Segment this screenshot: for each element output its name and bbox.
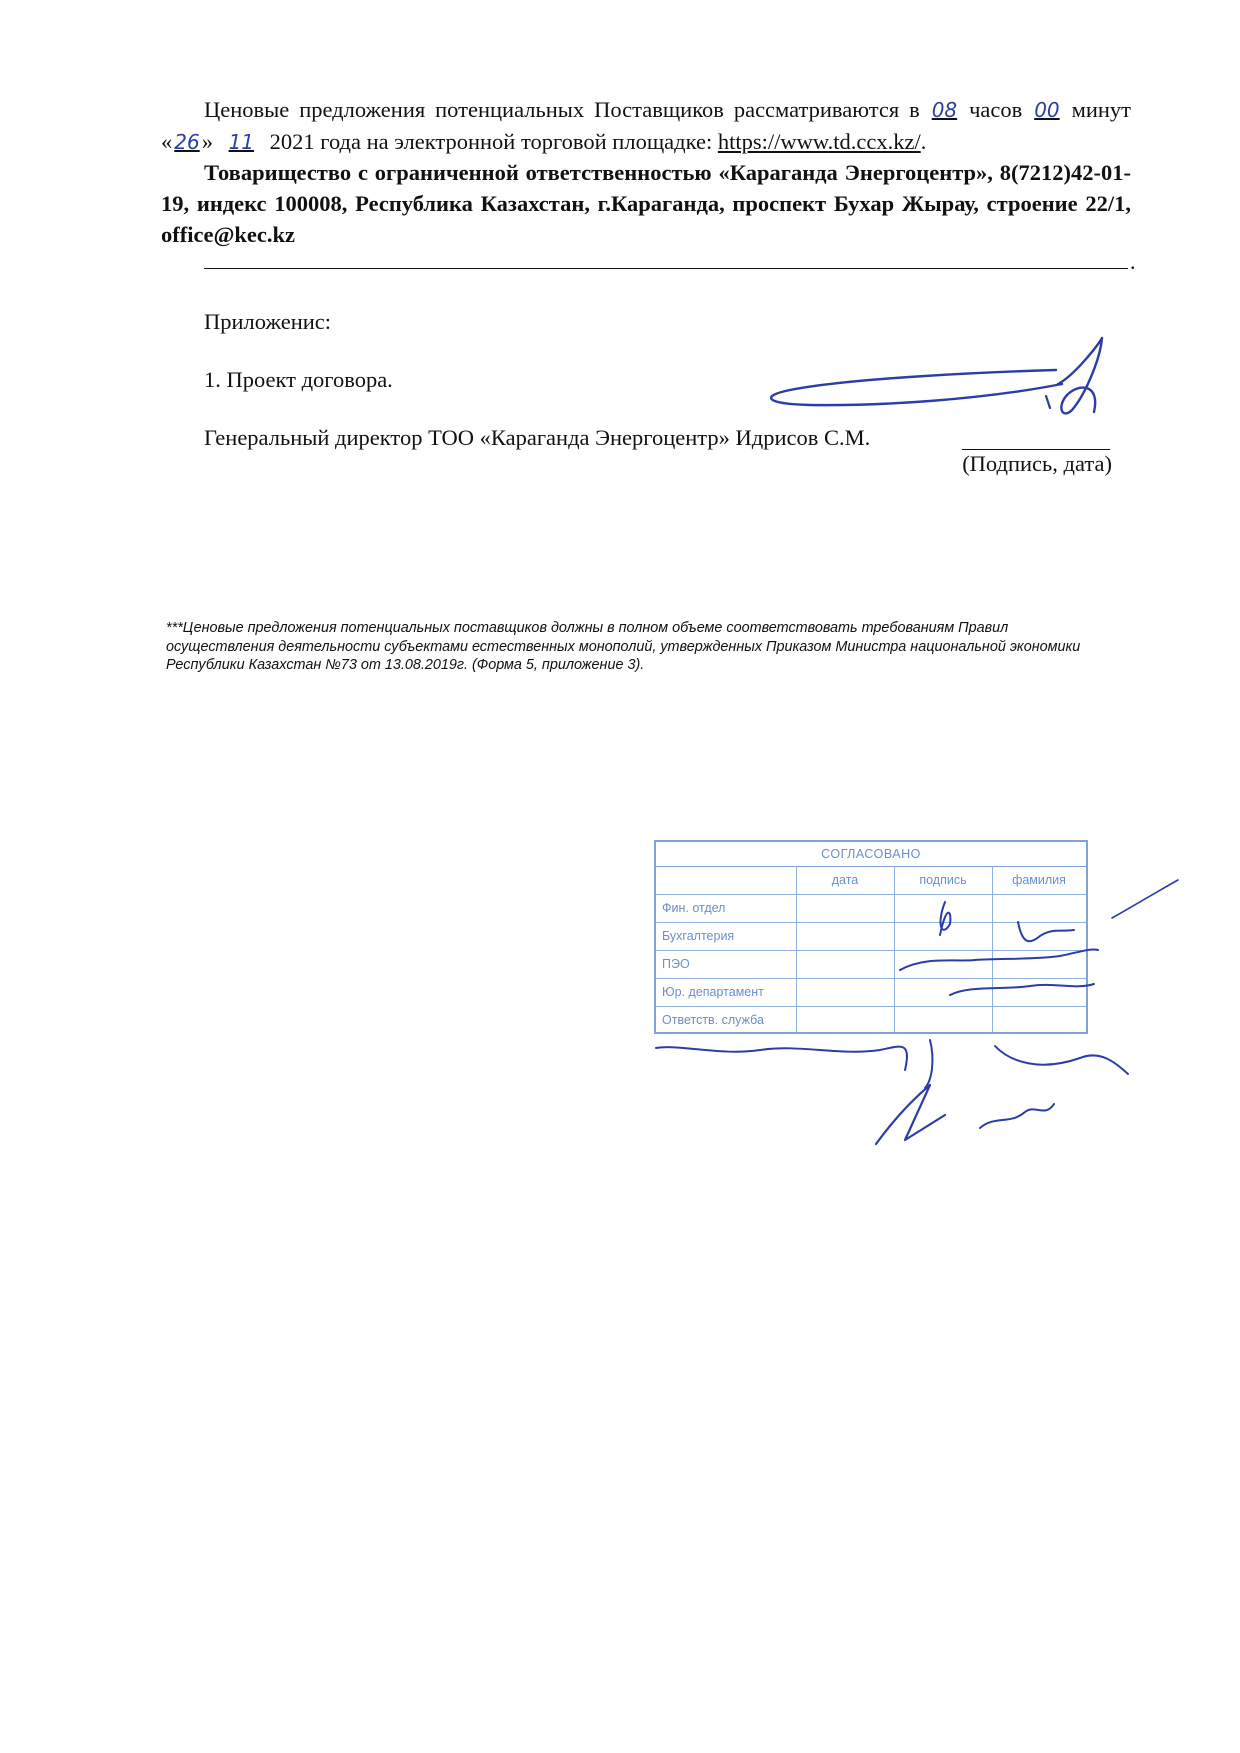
stamp-column-divider xyxy=(992,866,993,1032)
trading-platform-link[interactable]: https://www.td.ccx.kz/ xyxy=(717,129,921,154)
appendix-item: 1. Проект договора. xyxy=(204,367,393,392)
paragraph-text: Ценовые предложения потенциальных Поставщиков рассматриваются в xyxy=(204,97,920,122)
handwritten-month: 11 xyxy=(228,130,255,154)
handwritten-minute: 00 xyxy=(1034,98,1060,122)
paragraph-text: 2021 года на электронной торговой площадке: xyxy=(269,129,713,154)
stamp-row xyxy=(656,894,1086,923)
fill-in-rule xyxy=(204,268,1128,269)
stamp-row-label: Бухгалтерия xyxy=(662,929,735,943)
price-offers-paragraph xyxy=(161,94,1131,158)
paragraph-text: минут « xyxy=(161,97,1131,154)
handwritten-day: 26 xyxy=(174,130,200,154)
stamp-column-divider xyxy=(894,866,895,1032)
director-signature xyxy=(771,338,1102,413)
appendix-label: Приложенис: xyxy=(204,309,332,334)
stamp-column-header: подпись xyxy=(919,873,967,887)
stamp-row-label: Юр. департамент xyxy=(662,985,764,999)
handwritten-hour: 08 xyxy=(931,98,958,122)
stamp-column-header: дата xyxy=(831,873,859,887)
stamp-row xyxy=(656,950,1086,979)
stamp-row-label: Ответств. служба xyxy=(662,1013,764,1027)
stamp-row-label: ПЭО xyxy=(662,957,690,971)
stamp-row-label: Фин. отдел xyxy=(662,901,726,915)
stamp-table xyxy=(656,866,1086,1032)
signature-caption: (Подпись, дата) xyxy=(962,451,1112,476)
stamp-header-row xyxy=(656,866,1086,895)
stamp-row xyxy=(656,1006,1086,1034)
paragraph-text: . xyxy=(920,129,927,154)
stamp-row xyxy=(656,922,1086,951)
stamp-row xyxy=(656,978,1086,1007)
stamp-column-divider xyxy=(796,866,797,1032)
director-line: Генеральный директор ТОО «Караганда Энергоцентр» Идрисов С.М. xyxy=(204,425,871,450)
organizer-details: Товарищество с ограниченной ответственностью «Караганда Энергоцентр», 8(7212)42-01-19, индекс 100008, Республика Казахстан, г.Караганда, проспект Бухар Жырау, строение 22/1, office@kec.kz xyxy=(161,160,1131,247)
rule-end-dot: . xyxy=(1130,249,1136,274)
paragraph-text: » xyxy=(201,129,213,154)
approval-stamp xyxy=(654,840,1088,1034)
paragraph-text: часов xyxy=(969,97,1023,122)
stamp-title: СОГЛАСОВАНО xyxy=(656,842,1086,867)
footnote: ***Ценовые предложения потенциальных поставщиков должны в полном объеме соответствовать требованиям Правил осуществления деятельности субъектами естественных монополий, утвержденных Приказом Министра национальной экономики Республики Казахстан №73 от 13.08.2019г. (Форма 5, приложение 3). xyxy=(166,620,1081,673)
stamp-column-header: фамилия xyxy=(1012,873,1066,887)
